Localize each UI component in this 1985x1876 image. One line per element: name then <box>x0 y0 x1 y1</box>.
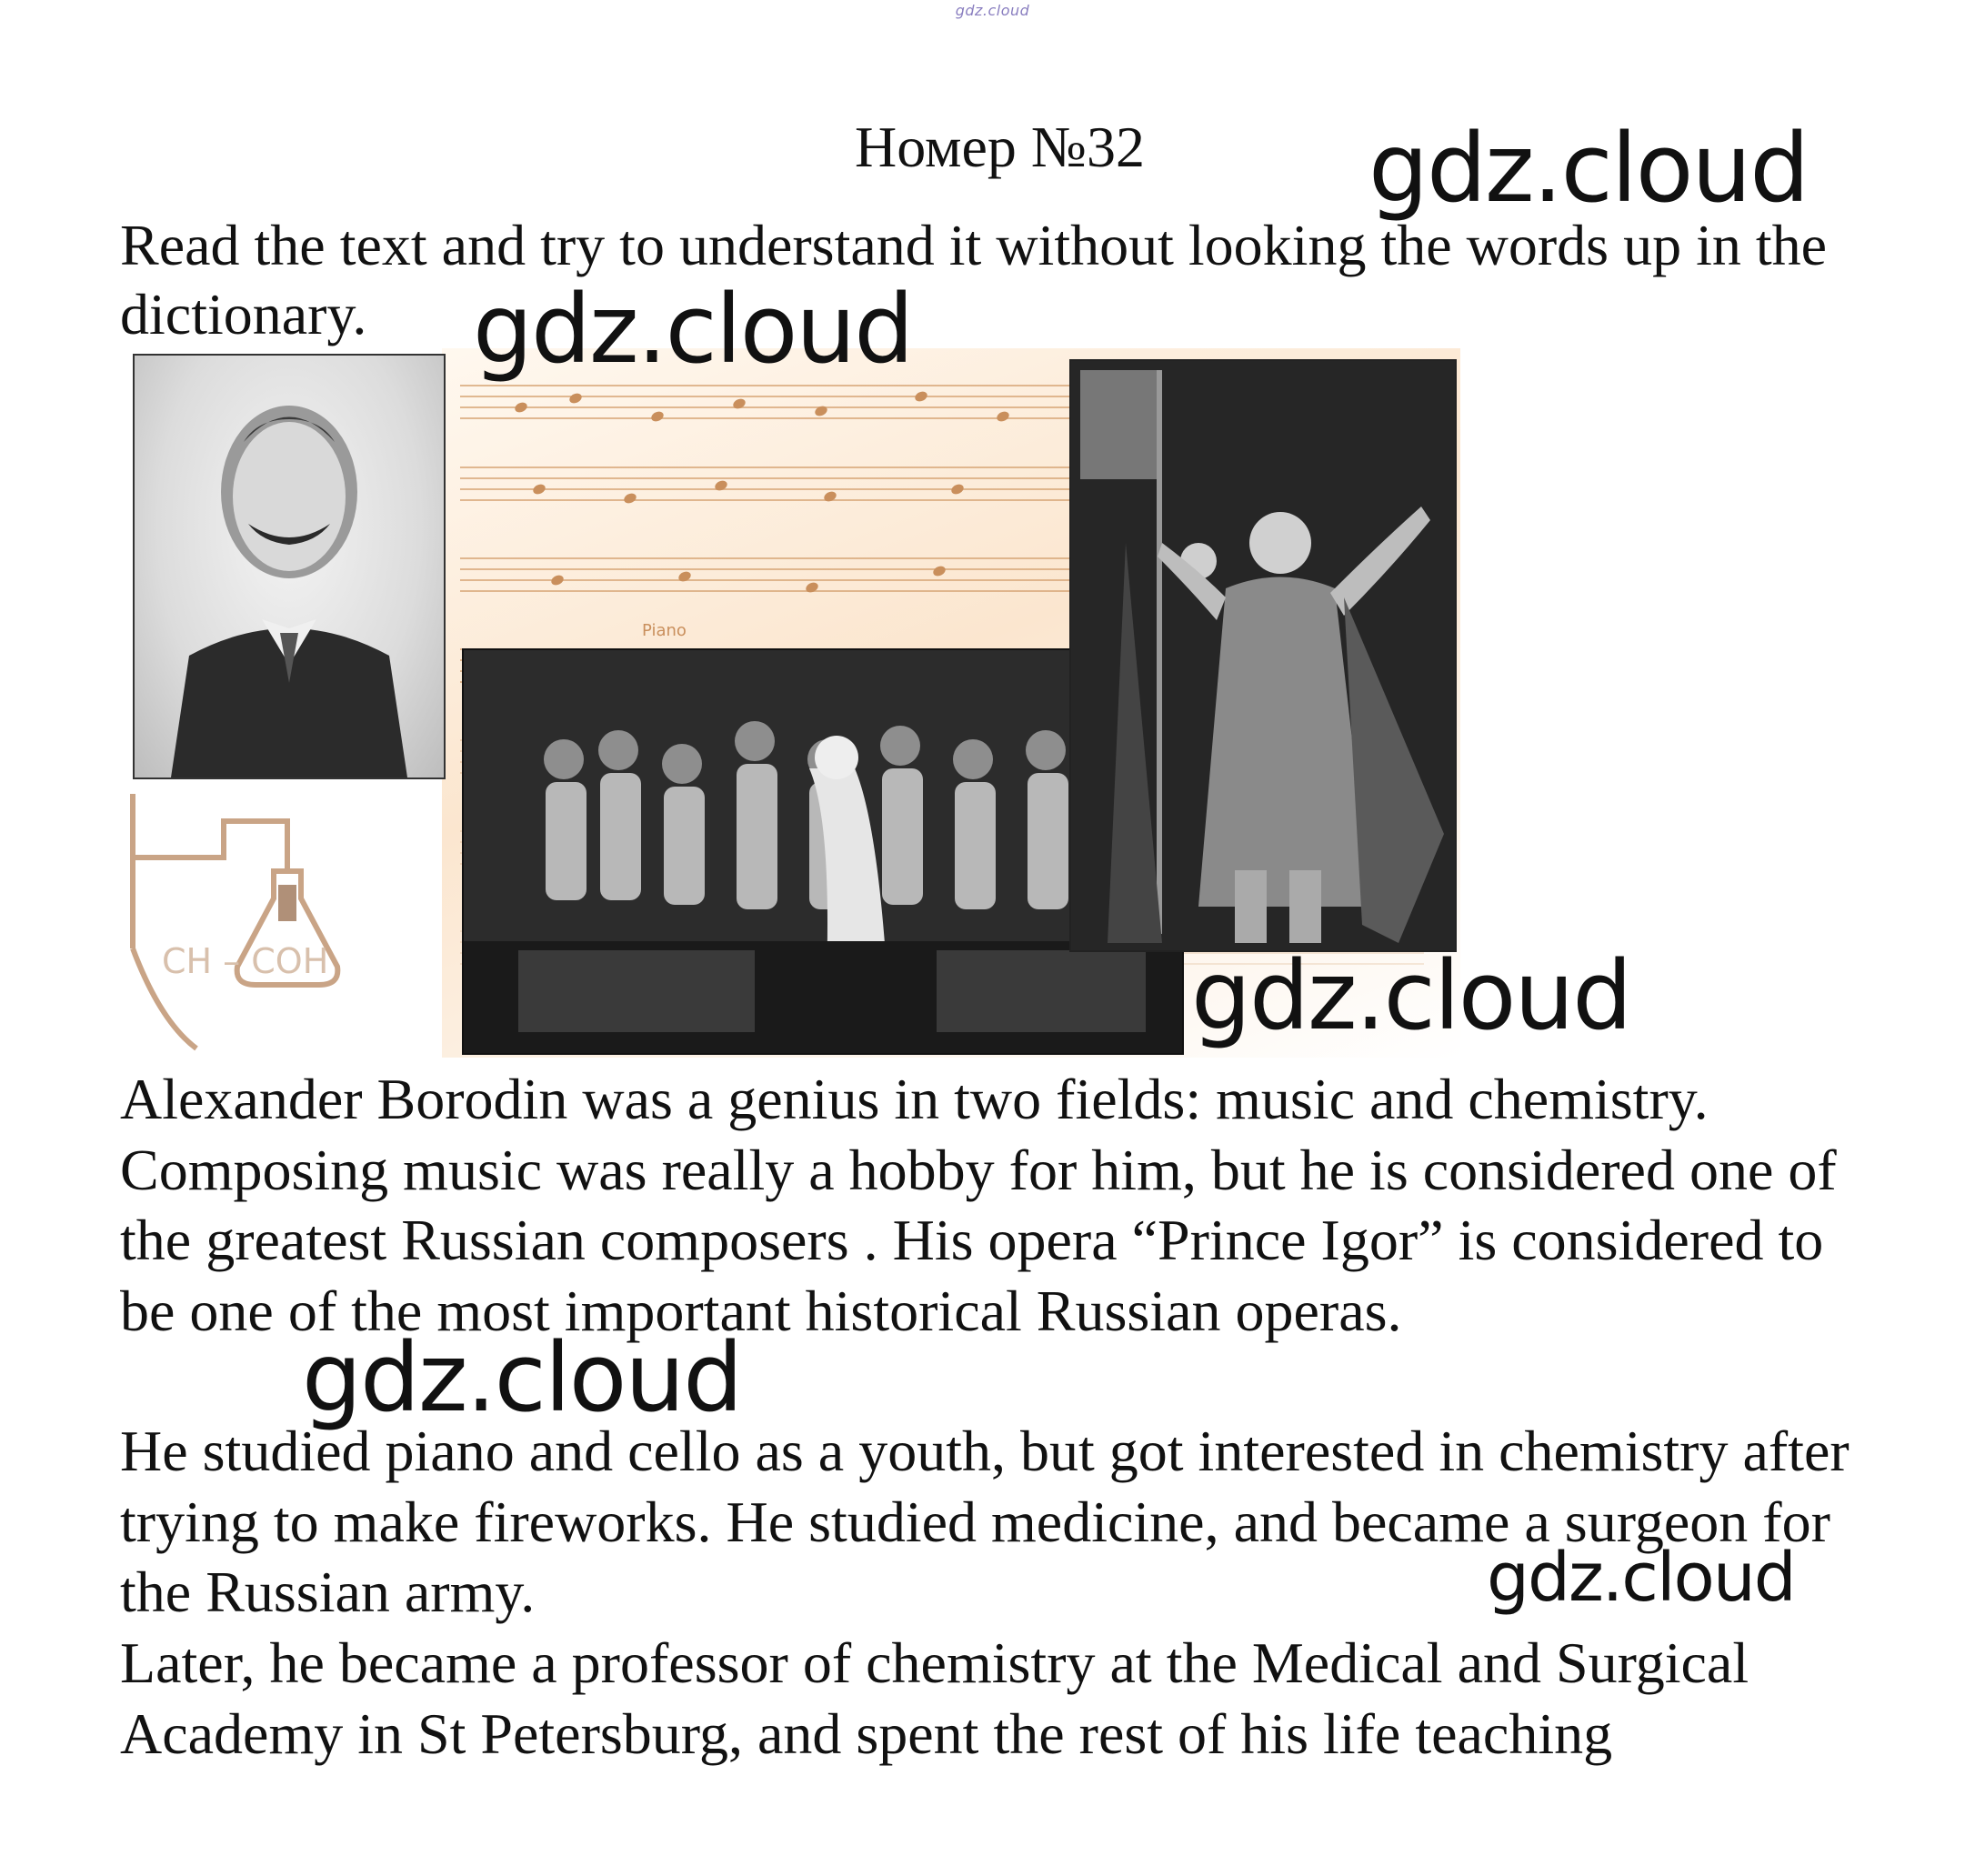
paragraph-2: He studied piano and cello as a youth, but got interested in chemistry after trying to make fireworks. He studied medicine, and became a surgeon for the Russian army. <box>120 1419 1850 1624</box>
chemistry-formula-label: CH – COH <box>162 941 329 981</box>
prince-igor-photo <box>1069 359 1457 952</box>
borodin-portrait-image <box>133 354 446 779</box>
top-site-mark: gdz.cloud <box>955 2 1030 19</box>
intro-instruction: Read the text and try to understand it without looking the words up in the dictionary. <box>120 213 1828 346</box>
watermark-4: gdz.cloud <box>302 1322 742 1433</box>
page-title: Номер №32 <box>855 115 1145 179</box>
chemistry-apparatus-drawing <box>124 785 451 1058</box>
sheet-label: Piano <box>642 621 687 640</box>
paragraph-1: Alexander Borodin was a genius in two fields: music and chemistry. Composing music was really a hobby for him, but he is considered one of the greatest Russian composers . His opera “Prince Igor” is considered to be one of the most important historical Russian operas. <box>120 1067 1837 1343</box>
watermark-5: gdz.cloud <box>1487 1539 1795 1617</box>
watermark-3: gdz.cloud <box>1191 940 1631 1051</box>
paragraph-3: Later, he became a professor of chemistry at the Medical and Surgical Academy in St Petersburg, and spent the rest of his life teaching <box>120 1630 1749 1766</box>
watermark-1: gdz.cloud <box>1368 113 1809 224</box>
watermark-2: gdz.cloud <box>473 274 913 385</box>
